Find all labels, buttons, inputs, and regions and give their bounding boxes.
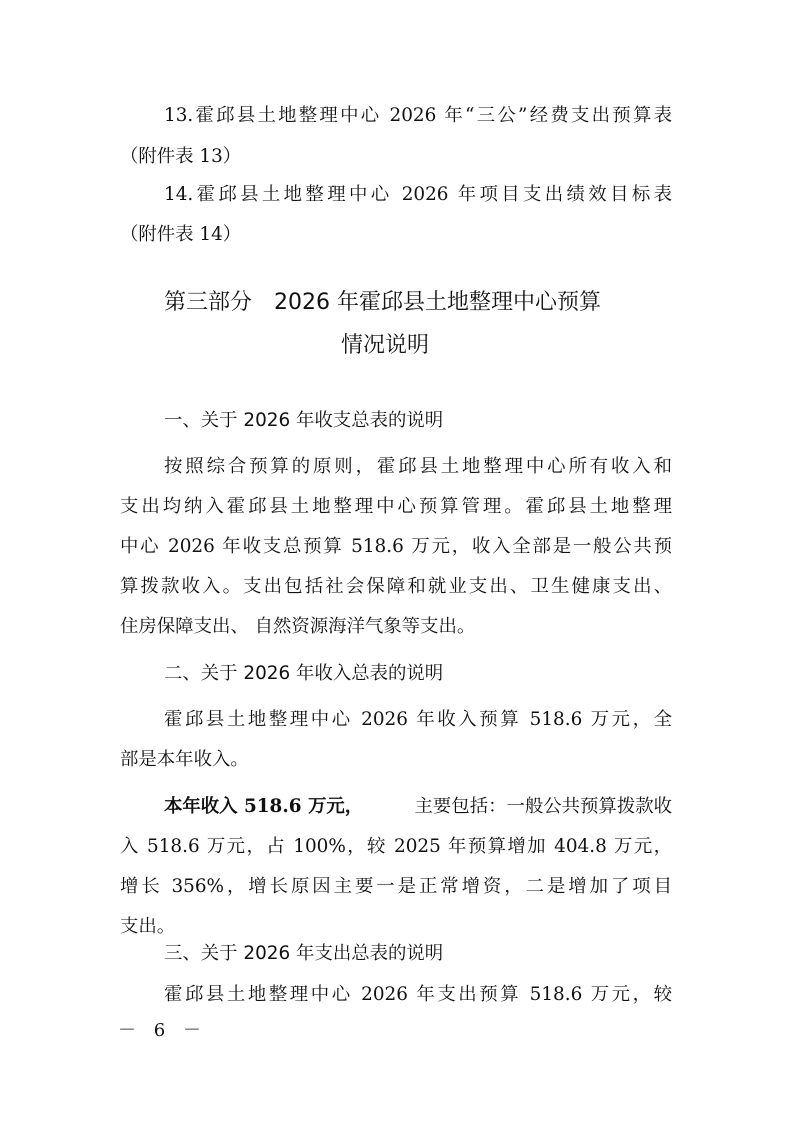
income-total-bold: 本年收入 518.6 万元，	[164, 796, 364, 817]
section2-para1-line: 部是本年收入。	[120, 749, 249, 770]
attachment-14-line1: 14.霍邱县土地整理中心 2026 年项目支出绩效目标表	[164, 184, 672, 205]
section2-para2-line: 入 518.6 万元，占 100%，较 2025 年预算增加 404.8 万元，	[120, 836, 672, 857]
section1-line: 支出均纳入霍邱县土地整理中心预算管理。霍邱县土地整理	[120, 496, 672, 517]
section2-para2-line: 增长 356%，增长原因主要一是正常增资，二是增加了项目	[120, 876, 672, 897]
section2-para2-line1	[164, 798, 672, 816]
part3-title-line1: 第三部分 2026 年霍邱县土地整理中心预算	[164, 290, 601, 315]
section1-line: 住房保障支出、 自然资源海洋气象等支出。	[120, 616, 476, 637]
section1-heading: 一、关于 2026 年收支总表的说明	[164, 410, 444, 431]
attachment-14-line2: （附件表 14）	[120, 224, 242, 245]
section2-para2-line: 支出。	[120, 916, 176, 937]
section1-line: 按照综合预算的原则，霍邱县土地整理中心所有收入和	[164, 456, 672, 477]
section3-line1: 霍邱县土地整理中心 2026 年支出预算 518.6 万元，较	[164, 984, 672, 1005]
page-number: － 6 －	[118, 1020, 207, 1041]
income-main-text: 主要包括：一般公共预算拨款收	[414, 796, 672, 817]
section1-line: 中心 2026 年收支总预算 518.6 万元，收入全部是一般公共预	[120, 536, 672, 557]
section2-heading: 二、关于 2026 年收入总表的说明	[164, 663, 444, 684]
attachment-13-line2: （附件表 13）	[120, 146, 242, 167]
section2-para1-line: 霍邱县土地整理中心 2026 年收入预算 518.6 万元，全	[164, 709, 672, 730]
part3-title-line2: 情况说明	[341, 333, 430, 358]
section1-line: 算拨款收入。支出包括社会保障和就业支出、卫生健康支出、	[120, 576, 672, 597]
attachment-13-line1: 13.霍邱县土地整理中心 2026 年“三公”经费支出预算表	[164, 105, 672, 126]
section3-heading: 三、关于 2026 年支出总表的说明	[164, 943, 444, 964]
